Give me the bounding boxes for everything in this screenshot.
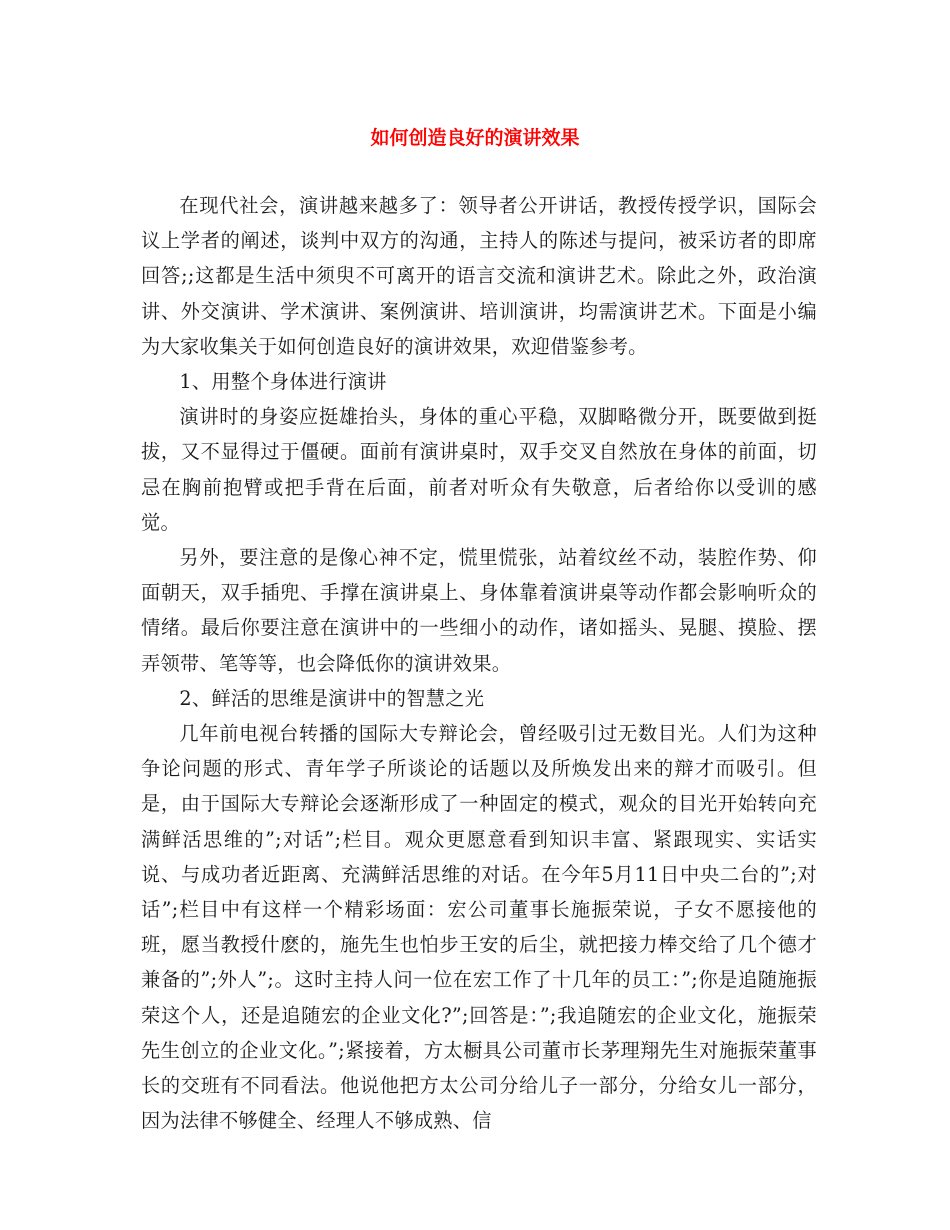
body-paragraph: 另外，要注意的是像心神不定，慌里慌张，站着纹丝不动，装腔作势、仰面朝天，双手插兜、手撑在演讲桌上、身体靠着演讲桌等动作都会影响听众的情绪。最后你要注意在演讲中的一些细小的动作，诸如摇头、晃腿、摸脸、摆弄领带、笔等等，也会降低你的演讲效果。 <box>141 546 817 675</box>
document-title: 如何创造良好的演讲效果 <box>370 127 580 149</box>
body-paragraph: 演讲时的身姿应挺雄抬头，身体的重心平稳，双脚略微分开，既要做到挺拔，又不显得过于僵硬。面前有演讲桌时，双手交叉自然放在身体的前面，切忌在胸前抱臂或把手背在后面，前者对听众有失敬意，后者给你以受训的感觉。 <box>141 405 817 534</box>
body-paragraph: 几年前电视台转播的国际大专辩论会，曾经吸引过无数目光。人们为这种争论问题的形式、青年学子所谈论的话题以及所焕发出来的辩才而吸引。但是，由于国际大专辩论会逐渐形成了一种固定的模式，观众的目光开始转向充满鲜活思维的”;对话”;栏目。观众更愿意看到知识丰富、紧跟现实、实话实说、与成功者近距离、充满鲜活思维的对话。在今年5月11日中央二台的”;对话”;栏目中有这样一个精彩场面：宏公司董事长施振荣说，子女不愿接他的班，愿当教授什麽的，施先生也怕步王安的后尘，就把接力棒交给了几个德才兼备的”;外人”;。这时主持人问一位在宏工作了十几年的员工：”;你是追随施振荣这个人，还是追随宏的企业文化?”;回答是：”;我追随宏的企业文化，施振荣先生创立的企业文化。”;紧接着，方太橱具公司董市长茅理翔先生对施振荣董事长的交班有不同看法。他说他把方太公司分给儿子一部分，分给女儿一部分，因为法律不够健全、经理人不够成熟、信 <box>141 722 817 1133</box>
document-body <box>141 188 817 1138</box>
section-heading-1: 1、用整个身体进行演讲 <box>179 370 387 394</box>
intro-paragraph: 在现代社会，演讲越来越多了：领导者公开讲话，教授传授学识，国际会议上学者的阐述，谈判中双方的沟通，主持人的陈述与提问，被采访者的即席回答;;这都是生活中须臾不可离开的语言交流和演讲艺术。除此之外，政治演讲、外交演讲、学术演讲、案例演讲、培训演讲，均需演讲艺术。下面是小编为大家收集关于如何创造良好的演讲效果，欢迎借鉴参考。 <box>141 194 817 358</box>
section-heading-2: 2、鲜活的思维是演讲中的智慧之光 <box>179 686 485 710</box>
